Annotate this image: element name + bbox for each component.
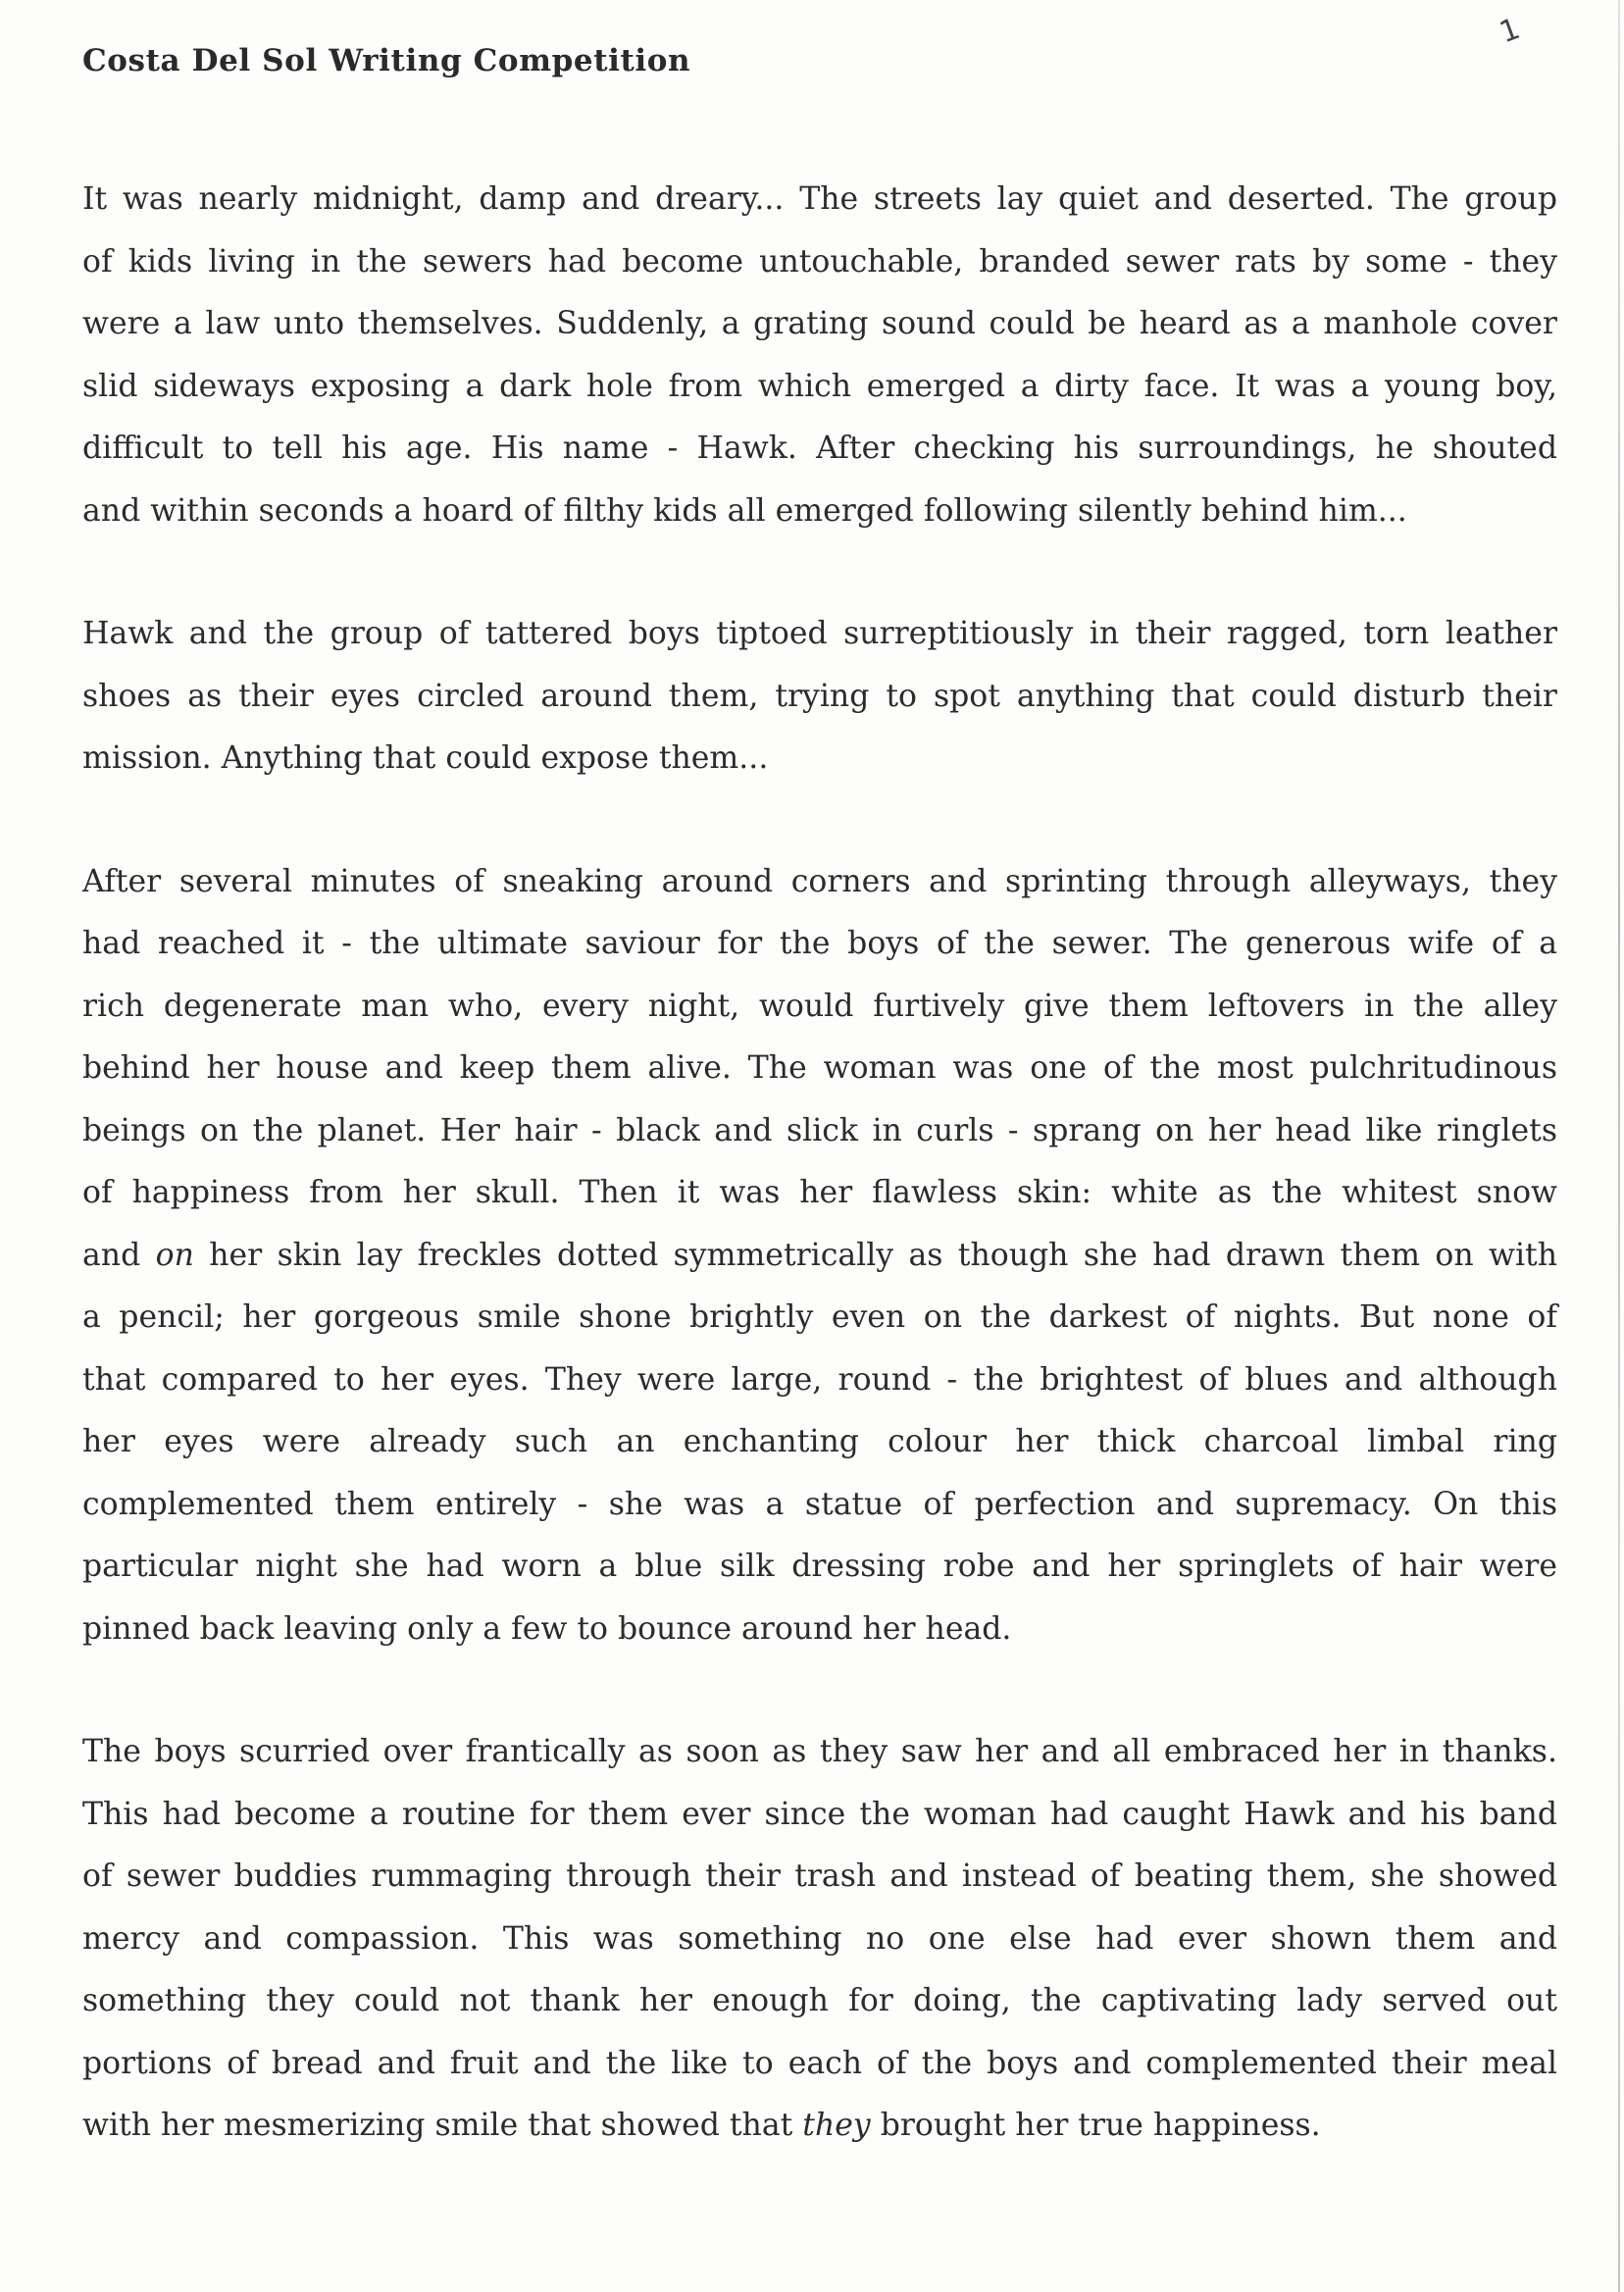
text-line: The boys scurried over frantically as soon as they saw her and all embraced her in thanks.: [82, 1734, 1557, 1769]
text-line: something they could not thank her enough for doing, the captivating lady served out: [82, 1983, 1557, 2018]
emphasis: they: [802, 2108, 871, 2143]
text-line: mission. Anything that could expose them...: [82, 740, 769, 776]
text-line: behind her house and keep them alive. The woman was one of the most pulchritudinous: [82, 1050, 1557, 1086]
page-mark: 1: [1495, 11, 1525, 51]
text-line: This had become a routine for them ever since the woman had caught Hawk and his band: [82, 1796, 1557, 1832]
paragraph-2: [82, 603, 1557, 790]
text-line: pinned back leaving only a few to bounce around her head.: [82, 1610, 1012, 1647]
text-line: rich degenerate man who, every night, would furtively give them leftovers in the alley: [82, 988, 1557, 1024]
text-line: shoes as their eyes circled around them, trying to spot anything that could disturb their: [82, 678, 1557, 714]
text-line: of happiness from her skull. Then it was her flawless skin: white as the whitest snow: [82, 1175, 1557, 1210]
emphasis: on: [155, 1237, 194, 1273]
text-line: of sewer buddies rummaging through their trash and instead of beating them, she showed: [82, 1859, 1557, 1894]
text-line: portions of bread and fruit and the like to each of the boys and complemented their meal: [82, 2045, 1557, 2081]
text-line: of kids living in the sewers had become untouchable, branded sewer rats by some - they: [82, 243, 1557, 280]
text-line: had reached it - the ultimate saviour for the boys of the sewer. The generous wife of a: [82, 926, 1557, 961]
text-line: slid sideways exposing a dark hole from which emerged a dirty face. It was a young boy,: [82, 368, 1557, 404]
text-line: were a law unto themselves. Suddenly, a grating sound could be heard as a manhole cover: [82, 306, 1557, 341]
text-line: It was nearly midnight, damp and dreary... The streets lay quiet and deserted. The group: [82, 181, 1557, 217]
text-line: particular night she had worn a blue silk dressing robe and her springlets of hair were: [82, 1549, 1557, 1584]
paragraph-3: [82, 851, 1557, 1661]
text-line: and on her skin lay freckles dotted symmetrically as though she had drawn them on with: [82, 1237, 1557, 1273]
paragraph-4: [82, 1721, 1557, 2158]
text-line: difficult to tell his age. His name - Hawk. After checking his surroundings, he shouted: [82, 431, 1557, 466]
paragraph-1: [82, 169, 1557, 542]
text-line: beings on the planet. Her hair - black and slick in curls - sprang on her head like ringlets: [82, 1112, 1557, 1148]
text-line: that compared to her eyes. They were large, round - the brightest of blues and although: [82, 1361, 1557, 1398]
text-line: mercy and compassion. This was something no one else had ever shown them and: [82, 1920, 1557, 1957]
text-line: Hawk and the group of tattered boys tiptoed surreptitiously in their ragged, torn leather: [82, 616, 1557, 651]
text-line: her eyes were already such an enchanting colour her thick charcoal limbal ring: [82, 1424, 1557, 1459]
text-line: complemented them entirely - she was a statue of perfection and supremacy. On this: [82, 1486, 1557, 1522]
text-line: and within seconds a hoard of filthy kids all emerged following silently behind him...: [82, 492, 1407, 529]
document-title: Costa Del Sol Writing Competition: [82, 43, 691, 78]
scan-edge-shadow: [1618, 0, 1620, 2292]
text-line: After several minutes of sneaking around corners and sprinting through alleyways, they: [82, 863, 1557, 899]
text-line: a pencil; her gorgeous smile shone brightly even on the darkest of nights. But none of: [82, 1299, 1557, 1335]
story-body: [82, 169, 1557, 2218]
text-line: with her mesmerizing smile that showed that they brought her true happiness.: [82, 2108, 1321, 2143]
